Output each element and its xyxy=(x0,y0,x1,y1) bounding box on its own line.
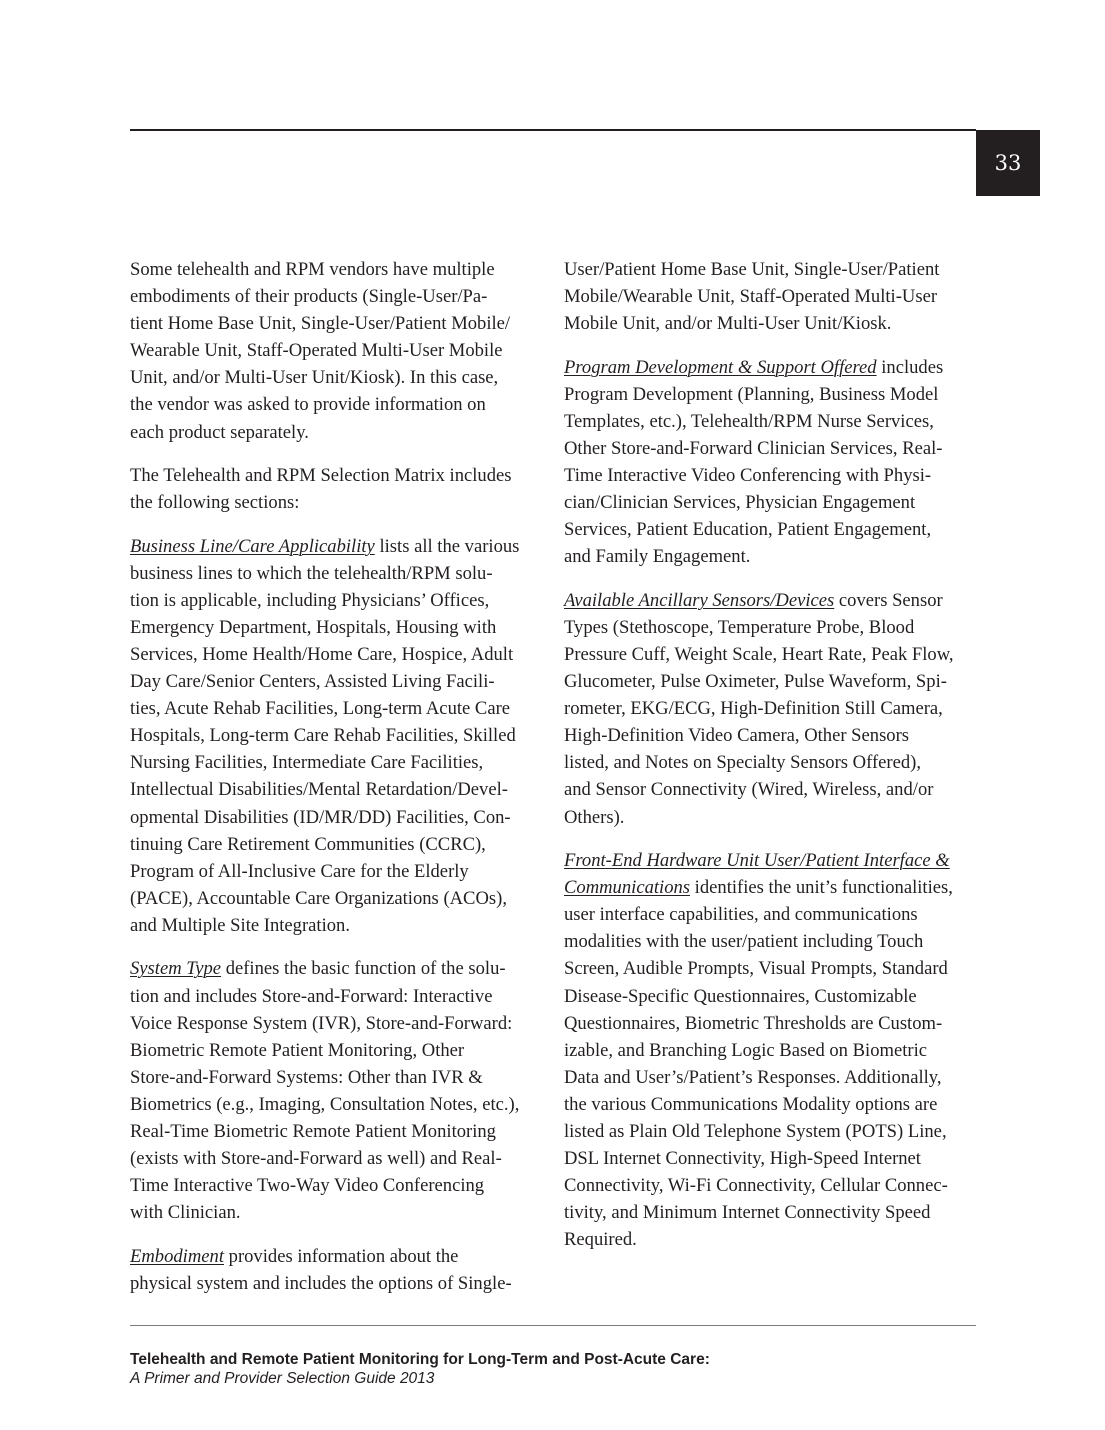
page-number-badge xyxy=(976,130,1040,196)
text-line: physical system and includes the options of Single- xyxy=(130,1272,512,1294)
system-type-paragraph xyxy=(130,955,542,1226)
text-line: defines the basic function of the solu- xyxy=(221,958,506,980)
section-term-front-end-hardware: Front-End Hardware Unit User/Patient Interface & xyxy=(564,850,950,872)
text-line: Time Interactive Two-Way Video Conferencing xyxy=(130,1175,485,1197)
text-line: modalities with the user/patient including Touch xyxy=(564,931,924,953)
business-line-paragraph xyxy=(130,533,542,939)
text-line: Emergency Department, Hospitals, Housing with xyxy=(130,616,497,638)
section-term-program-development: Program Development & Support Offered xyxy=(564,356,877,378)
text-line: Biometric Remote Patient Monitoring, Other xyxy=(130,1039,465,1061)
text-line: Wearable Unit, Staff-Operated Multi-User Mobile xyxy=(130,340,503,362)
text-line: Program Development (Planning, Business Model xyxy=(564,383,939,405)
text-line: and Multiple Site Integration. xyxy=(130,914,350,936)
text-line: each product separately. xyxy=(130,421,309,443)
page-number: 33 xyxy=(994,151,1022,175)
text-line: Day Care/Senior Centers, Assisted Living Facili- xyxy=(130,671,495,693)
text-line: rometer, EKG/ECG, High-Definition Still Camera, xyxy=(564,698,943,720)
header-rule xyxy=(130,129,976,131)
program-development-paragraph xyxy=(564,354,976,571)
text-line: embodiments of their products (Single-User/Pa- xyxy=(130,286,488,308)
text-line: The Telehealth and RPM Selection Matrix includes xyxy=(130,465,512,487)
text-line: and Family Engagement. xyxy=(564,546,751,568)
text-line: (exists with Store-and-Forward as well) and Real- xyxy=(130,1148,502,1170)
text-line: Nursing Facilities, Intermediate Care Facilities, xyxy=(130,752,484,774)
text-line: Screen, Audible Prompts, Visual Prompts, Standard xyxy=(564,958,948,980)
text-line: Voice Response System (IVR), Store-and-Forward: xyxy=(130,1012,513,1034)
intro-paragraph xyxy=(130,256,542,446)
running-footer xyxy=(130,1350,710,1388)
text-line: the vendor was asked to provide information on xyxy=(130,394,486,416)
text-line: Time Interactive Video Conferencing with Physi- xyxy=(564,465,932,487)
text-line: Hospitals, Long-term Care Rehab Facilities, Skilled xyxy=(130,725,516,747)
text-line: Required. xyxy=(564,1229,637,1251)
text-line: tient Home Base Unit, Single-User/Patient Mobile/ xyxy=(130,313,511,335)
text-line: Services, Home Health/Home Care, Hospice, Adult xyxy=(130,644,514,665)
text-line: ties, Acute Rehab Facilities, Long-term Acute Care xyxy=(130,698,511,720)
footer-title: Telehealth and Remote Patient Monitoring for Long-Term and Post-Acute Care: xyxy=(130,1351,710,1368)
embodiment-paragraph xyxy=(130,1243,542,1297)
text-line: Intellectual Disabilities/Mental Retardation/Devel- xyxy=(130,779,508,801)
text-line: tinuing Care Retirement Communities (CCRC), xyxy=(130,833,486,855)
text-line: (PACE), Accountable Care Organizations (ACOs), xyxy=(130,887,507,909)
text-line: and Sensor Connectivity (Wired, Wireless, and/or xyxy=(564,779,934,801)
text-line: cian/Clinician Services, Physician Engagement xyxy=(564,492,916,514)
ancillary-sensors-paragraph xyxy=(564,587,976,831)
text-line: identifies the unit’s functionalities, xyxy=(690,877,953,899)
text-line: DSL Internet Connectivity, High-Speed Internet xyxy=(564,1148,921,1170)
text-line: Mobile/Wearable Unit, Staff-Operated Multi-User xyxy=(564,286,938,308)
text-line: with Clinician. xyxy=(130,1202,241,1224)
text-line: Some telehealth and RPM vendors have multiple xyxy=(130,259,495,280)
section-term-business-line: Business Line/Care Applicability xyxy=(130,535,375,557)
text-line: tion is applicable, including Physicians’ Offices, xyxy=(130,589,490,611)
text-line: user interface capabilities, and communications xyxy=(564,904,918,926)
text-line: Unit, and/or Multi-User Unit/Kiosk). In this case, xyxy=(130,367,499,389)
front-end-hardware-paragraph xyxy=(564,847,976,1253)
text-line: Others). xyxy=(564,806,625,828)
left-column xyxy=(130,256,542,1313)
text-line: tion and includes Store-and-Forward: Interactive xyxy=(130,985,493,1007)
text-line: Biometrics (e.g., Imaging, Consultation Notes, etc.), xyxy=(130,1093,520,1115)
text-line: the various Communications Modality options are xyxy=(564,1093,938,1115)
text-line: Templates, etc.), Telehealth/RPM Nurse Services, xyxy=(564,410,934,432)
text-line: Other Store-and-Forward Clinician Services, Real- xyxy=(564,437,943,459)
footer-subtitle: A Primer and Provider Selection Guide 2013 xyxy=(130,1370,435,1387)
right-column xyxy=(564,256,976,1270)
text-line: Data and User’s/Patient’s Responses. Additionally, xyxy=(564,1066,942,1088)
text-line: lists all the various xyxy=(374,535,520,557)
text-line: High-Definition Video Camera, Other Sensors xyxy=(564,725,910,747)
text-line: business lines to which the telehealth/RPM solu- xyxy=(130,562,493,584)
text-line: Real-Time Biometric Remote Patient Monitoring xyxy=(130,1120,496,1142)
text-line: covers Sensor xyxy=(834,589,943,611)
text-line: Services, Patient Education, Patient Engagement, xyxy=(564,519,932,541)
section-term-system-type: System Type xyxy=(130,958,222,980)
embodiment-continued-paragraph xyxy=(564,256,976,337)
section-term-communications: Communications xyxy=(564,877,691,899)
text-line: Glucometer, Pulse Oximeter, Pulse Waveform, Spi- xyxy=(564,671,947,693)
text-line: Connectivity, Wi-Fi Connectivity, Cellular Connec- xyxy=(564,1175,948,1197)
matrix-sections-paragraph xyxy=(130,462,542,516)
text-line: Questionnaires, Biometric Thresholds are Custom- xyxy=(564,1012,943,1034)
text-line: Disease-Specific Questionnaires, Customizable xyxy=(564,985,917,1007)
text-line: Pressure Cuff, Weight Scale, Heart Rate, Peak Flow, xyxy=(564,644,954,665)
text-line: Store-and-Forward Systems: Other than IVR & xyxy=(130,1066,483,1088)
text-line: Types (Stethoscope, Temperature Probe, Blood xyxy=(564,616,915,638)
text-line: opmental Disabilities (ID/MR/DD) Facilities, Con- xyxy=(130,806,511,828)
text-line: tivity, and Minimum Internet Connectivity Speed xyxy=(564,1202,931,1224)
section-term-embodiment: Embodiment xyxy=(130,1245,224,1267)
text-line: includes xyxy=(876,356,944,378)
text-line: listed as Plain Old Telephone System (POTS) Line, xyxy=(564,1120,947,1142)
text-line: User/Patient Home Base Unit, Single-User/Patient xyxy=(564,259,940,280)
text-line: provides information about the xyxy=(224,1245,459,1267)
text-line: izable, and Branching Logic Based on Biometric xyxy=(564,1039,927,1061)
text-line: Mobile Unit, and/or Multi-User Unit/Kiosk. xyxy=(564,313,892,335)
text-line: Program of All-Inclusive Care for the Elderly xyxy=(130,860,469,882)
section-term-ancillary-sensors: Available Ancillary Sensors/Devices xyxy=(564,589,835,611)
footer-rule xyxy=(130,1325,976,1326)
text-line: listed, and Notes on Specialty Sensors Offered), xyxy=(564,752,921,774)
text-line: the following sections: xyxy=(130,492,300,514)
